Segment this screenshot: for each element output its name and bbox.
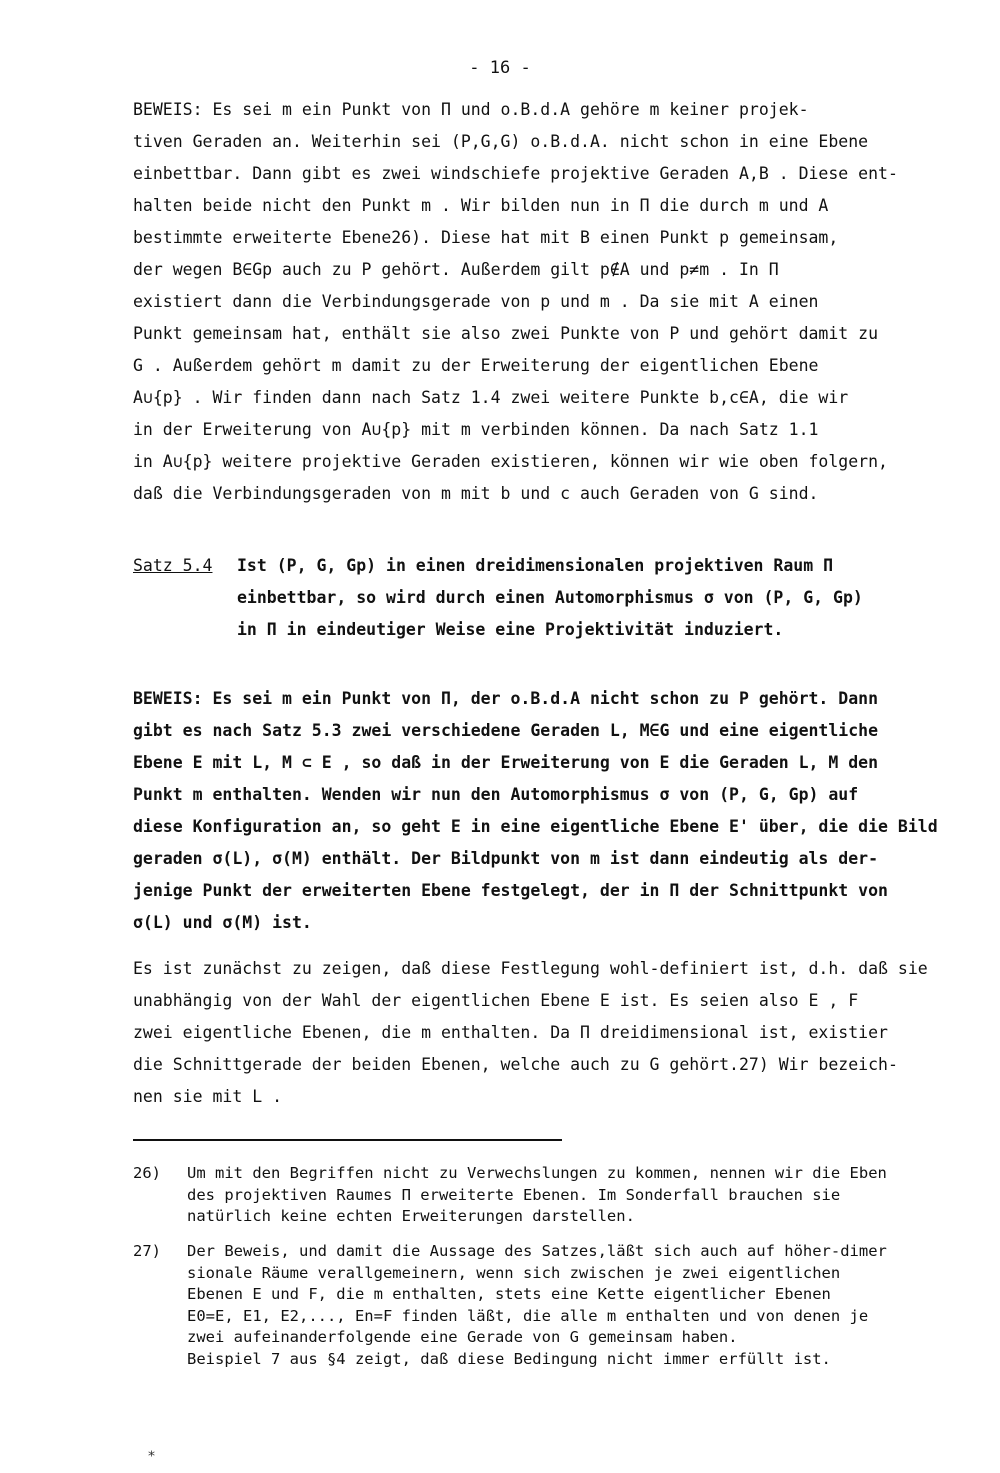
text-line: E0=E, E1, E2,..., En=F finden läßt, die alle m enthalten und von denen je	[187, 1306, 869, 1325]
proof-paragraph-1	[133, 94, 985, 510]
text-line: geraden σ(L), σ(M) enthält. Der Bildpunkt von m ist dann eindeutig als der-	[133, 849, 879, 868]
text-line: G . Außerdem gehört m damit zu der Erweiterung der eigentlichen Ebene	[133, 356, 819, 375]
text-line: diese Konfiguration an, so geht E in eine eigentliche Ebene E' über, die die Bild	[133, 817, 938, 836]
text-line: existiert dann die Verbindungsgerade von p und m . Da sie mit A einen	[133, 292, 819, 311]
text-line: Ist (P, G, Gp) in einen dreidimensionalen projektiven Raum П	[237, 556, 834, 575]
text-line: des projektiven Raumes П erweiterte Ebenen. Im Sonderfall brauchen sie	[187, 1185, 841, 1204]
footnote-number: 26)	[133, 1164, 161, 1182]
text-line: einbettbar. Dann gibt es zwei windschiefe projektive Geraden A,B . Diese ent-	[133, 164, 898, 183]
text-line: in A∪{p} weitere projektive Geraden existieren, können wir wie oben folgern,	[133, 452, 888, 471]
text-line: Um mit den Begriffen nicht zu Verwechslungen zu kommen, nennen wir die Eben	[187, 1164, 887, 1182]
text-line: zwei aufeinanderfolgende eine Gerade von G gemeinsam haben.	[187, 1328, 738, 1346]
text-line: natürlich keine echten Erweiterungen darstellen.	[187, 1207, 635, 1225]
proof-paragraph-2	[133, 683, 985, 939]
text-line: halten beide nicht den Punkt m . Wir bilden nun in П die durch m und A	[133, 196, 829, 215]
text-line: Der Beweis, und damit die Aussage des Satzes,läßt sich auch auf höher-dimer	[187, 1242, 887, 1260]
text-line: sionale Räume verallgemeinern, wenn sich zwischen je zwei eigentlichen	[187, 1263, 841, 1282]
footnote-text	[187, 1241, 987, 1370]
text-line: σ(L) und σ(M) ist.	[133, 913, 312, 932]
footnote-text	[187, 1163, 987, 1228]
text-line: in der Erweiterung von A∪{p} mit m verbinden können. Da nach Satz 1.1	[133, 420, 819, 439]
footnote-number: 27)	[133, 1242, 161, 1260]
theorem-label: Satz 5.4	[133, 556, 213, 575]
text-line: Es ist zunächst zu zeigen, daß diese Festlegung wohl-definiert ist, d.h. daß sie	[133, 959, 928, 978]
theorem-statement	[237, 550, 987, 646]
text-line: der wegen B∈Gp auch zu P gehört. Außerdem gilt p∉A und p≠m . In П	[133, 260, 779, 279]
stray-mark: ⁎	[148, 1444, 155, 1460]
text-line: zwei eigentliche Ebenen, die m enthalten. Da П dreidimensional ist, existier	[133, 1023, 888, 1042]
text-line: tiven Geraden an. Weiterhin sei (P,G,G) o.B.d.A. nicht schon in eine Ebene	[133, 132, 869, 151]
page-number: - 16 -	[469, 58, 531, 78]
text-line: Ebenen E und F, die m enthalten, stets eine Kette eigentlicher Ebenen	[187, 1285, 831, 1303]
text-line: daß die Verbindungsgeraden von m mit b und c auch Geraden von G sind.	[133, 484, 819, 503]
text-line: in П in eindeutiger Weise eine Projektivität induziert.	[237, 620, 784, 639]
text-line: jenige Punkt der erweiterten Ebene festgelegt, der in П der Schnittpunkt von	[133, 881, 888, 900]
text-line: A∪{p} . Wir finden dann nach Satz 1.4 zwei weitere Punkte b,c∈A, die wir	[133, 388, 849, 407]
text-line: Ebene E mit L, M ⊂ E , so daß in der Erweiterung von E die Geraden L, M den	[133, 753, 879, 772]
text-line: einbettbar, so wird durch einen Automorphismus σ von (P, G, Gp)	[237, 588, 863, 607]
text-line: bestimmte erweiterte Ebene26). Diese hat mit B einen Punkt p gemeinsam,	[133, 228, 839, 247]
text-line: unabhängig von der Wahl der eigentlichen Ebene E ist. Es seien also E , F	[133, 991, 859, 1010]
text-line: Beispiel 7 aus §4 zeigt, daß diese Bedingung nicht immer erfüllt ist.	[187, 1349, 831, 1368]
text-line: BEWEIS: Es sei m ein Punkt von П und o.B.d.A gehöre m keiner projek-	[133, 100, 809, 119]
text-line: BEWEIS: Es sei m ein Punkt von П, der o.B.d.A nicht schon zu P gehört. Dann	[133, 689, 879, 708]
body-paragraph	[133, 953, 985, 1113]
text-line: gibt es nach Satz 5.3 zwei verschiedene Geraden L, M∈G und eine eigentliche	[133, 721, 879, 740]
text-line: Punkt m enthalten. Wenden wir nun den Automorphismus σ von (P, G, Gp) auf	[133, 785, 859, 804]
footnote-divider	[133, 1139, 562, 1141]
text-line: nen sie mit L .	[133, 1087, 283, 1106]
text-line: Punkt gemeinsam hat, enthält sie also zwei Punkte von P und gehört damit zu	[133, 324, 879, 343]
text-line: die Schnittgerade der beiden Ebenen, welche auch zu G gehört.27) Wir bezeich-	[133, 1055, 898, 1074]
